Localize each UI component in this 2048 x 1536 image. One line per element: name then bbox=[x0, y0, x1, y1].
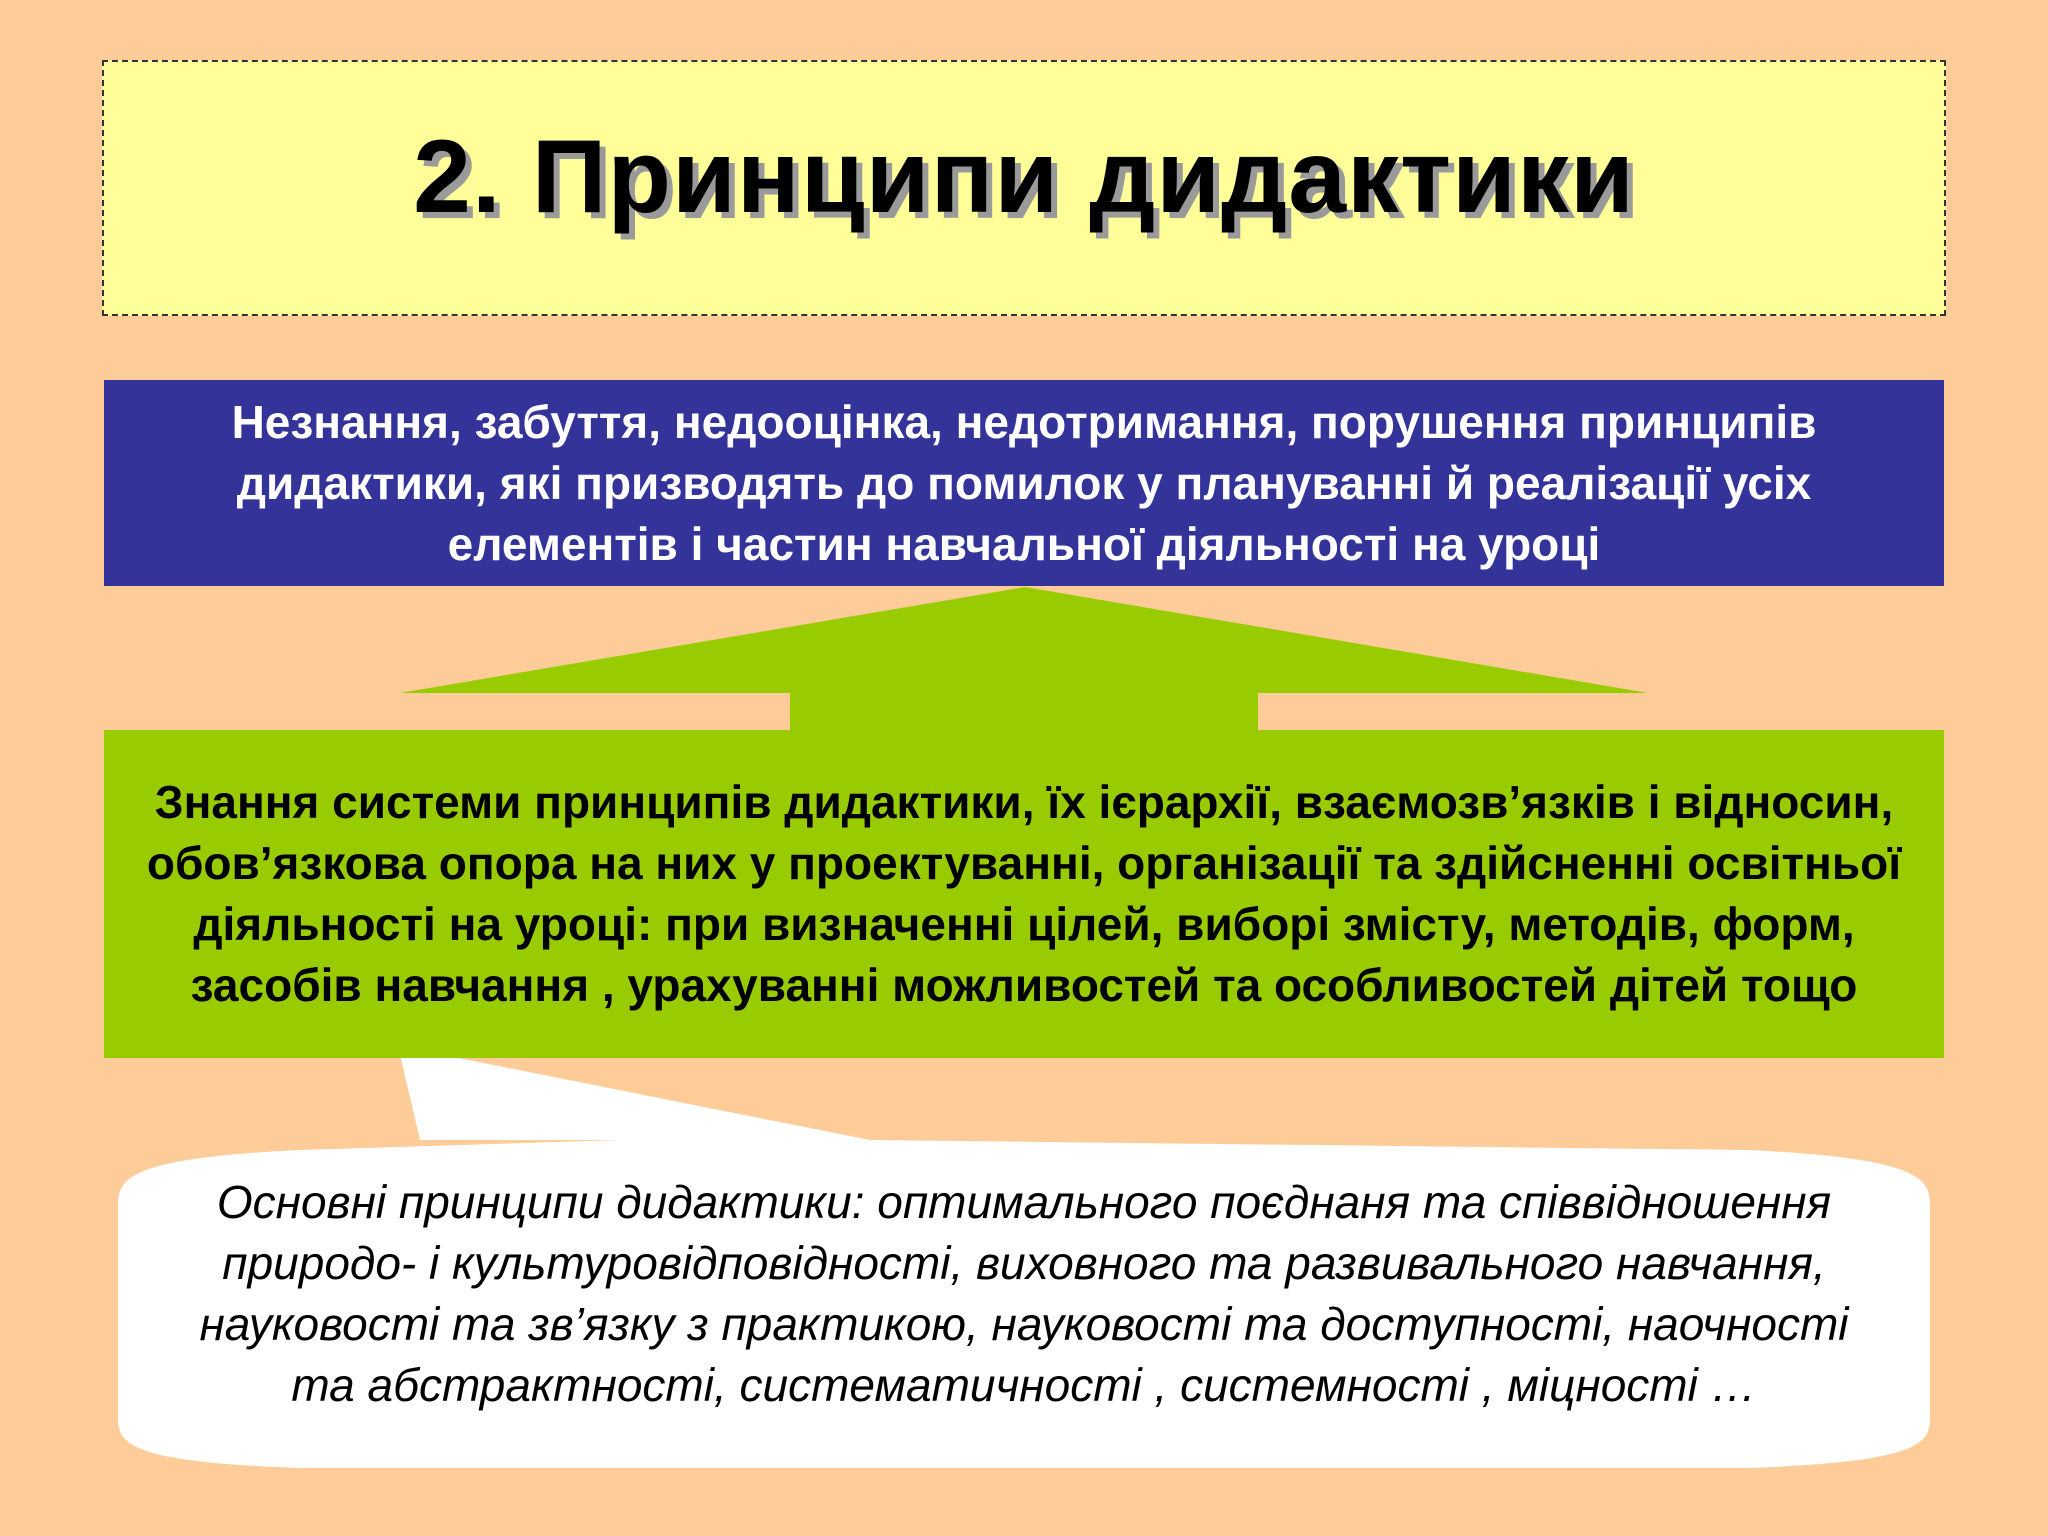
knowledge-text: Знання системи принципів дидактики, їх ієрархії, взаємозв’язків і відносин, обов’язкова опора на них у проектуванні, організації та здійсненні освітньої діяльності на уроці: при визначенні цілей, виборі змісту, методів, форм, засобів навчання , урахуванні можливостей та особливостей дітей тощо bbox=[146, 776, 1902, 1011]
slide-title: 2. Принципи дидактики bbox=[413, 118, 1635, 235]
knowledge-box bbox=[104, 730, 1944, 1058]
consequences-text: Незнання, забуття, недооцінка, недотримання, порушення принципів дидактики, які призводять до помилок у плануванні й реалізації усіх елементів і частин навчальної діяльності на уроці bbox=[231, 395, 1817, 570]
principles-callout-text: Основні принципи дидактики: оптимального поєднаня та співвідношення природо- і культуровідповідності, виховного та развивального навчання, науковості та зв’язку з практикою, науковості та доступності, наочності та абстрактності, систематичності , системності , міцності … bbox=[199, 1176, 1849, 1411]
up-arrow-icon bbox=[400, 587, 1648, 730]
